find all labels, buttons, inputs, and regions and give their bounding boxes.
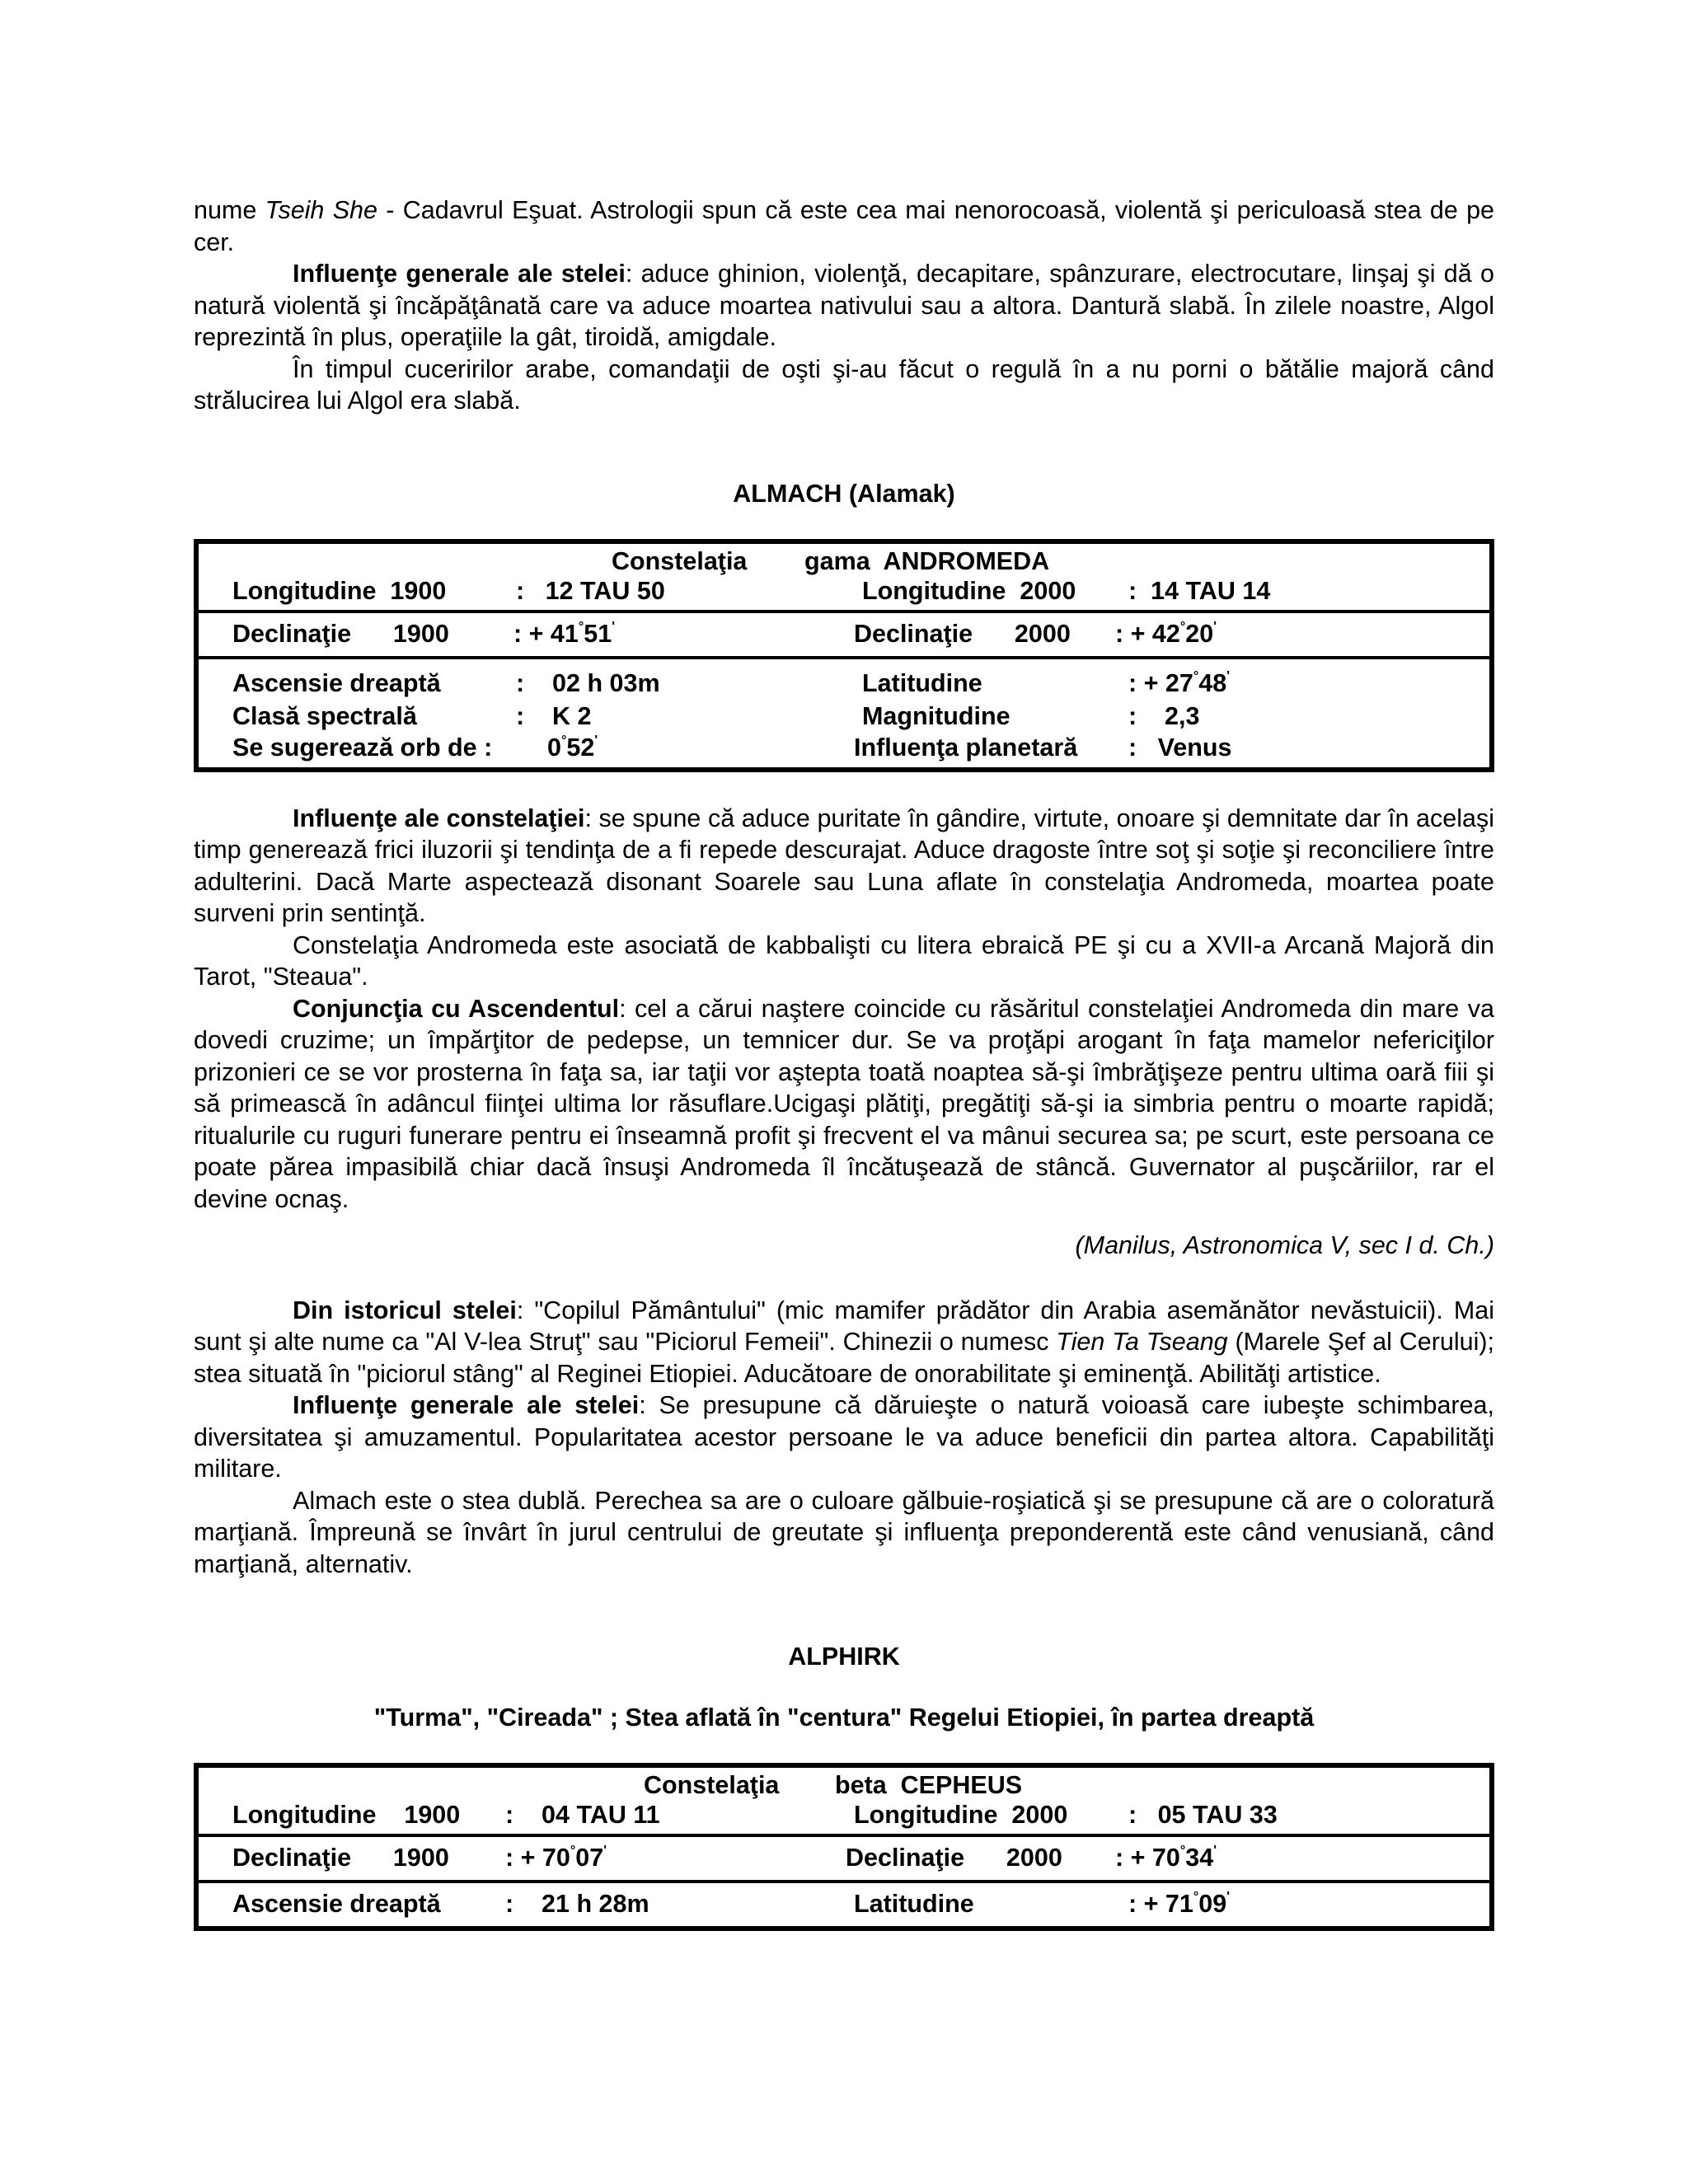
almach-table-declination (199, 610, 1489, 656)
alphirk-table-declination (199, 1834, 1489, 1880)
longitude-2000-value: : 05 TAU 33 (1128, 1801, 1278, 1829)
declination-1900-label: Declinaţie 1900 (232, 619, 449, 648)
longitude-1900-label: Longitudine 1900 (232, 1801, 461, 1829)
alphirk-data-table (194, 1763, 1494, 1931)
declination-2000-label: Declinaţie 2000 (854, 619, 1071, 648)
right-ascension-value: : 21 h 28m (505, 1890, 649, 1918)
latitude-value: : + 27°48' (1128, 668, 1230, 697)
declination-2000-label: Declinaţie 2000 (846, 1844, 1062, 1872)
alphirk-table-header (199, 1768, 1489, 1834)
constellation-value: gama ANDROMEDA (804, 546, 1050, 575)
longitude-1900-label: Longitudine 1900 (232, 576, 447, 605)
paragraph-almach-history: Din istoricul stelei: "Copilul Pământului" (mic mamifer prădător din Arabia asemănător nevăstuicii). Mai sunt şi alte nume ca "Al V-lea Struţ" sau "Piciorul Femeii". Chinezii o numesc Tien Ta Tseang (Marele Şef al Cerului); stea situată în "piciorul stâng" al Reginei Etiopiei. Aducătoare de onorabilitate şi eminenţă. Abilităţi artistice. (194, 1296, 1494, 1388)
section-title-almach: ALMACH (Alamak) (733, 479, 955, 508)
paragraph-almach-general-influences: Influenţe generale ale stelei: Se presupune că dăruieşte o natură voioasă care iubeşte schimbarea, diversitatea şi amuzamentul. Popularitatea acestor persoane le va aduce beneficii din partea altora. Capabilităţi militare. (194, 1391, 1494, 1483)
almach-data-table (194, 539, 1494, 772)
latitude-value: : + 71°09' (1128, 1890, 1230, 1918)
paragraph-algol-names: nume Tseih She - Cadavrul Eşuat. Astrologii spun că este cea mai nenorocoasă, violentă şi periculoasă stea de pe cer. (194, 196, 1495, 256)
paragraph-almach-kabbalah: Constelaţia Andromeda este asociată de kabbalişti cu litera ebraică PE şi cu a XVII-a Arcană Majoră din Tarot, "Steaua". (194, 930, 1494, 991)
magnitude-label: Magnitudine (862, 701, 1010, 730)
right-ascension-label: Ascensie dreaptă (232, 1890, 441, 1918)
suggested-orb-value: 0°52' (547, 733, 598, 762)
planetary-influence-value: : Venus (1128, 733, 1232, 762)
declination-1900-value: : + 41°51' (513, 619, 615, 648)
suggested-orb-label: Se sugerează orb de : (232, 733, 493, 762)
spectral-class-label: Clasă spectrală (232, 701, 417, 730)
declination-2000-value: : + 42°20' (1115, 619, 1217, 648)
declination-1900-label: Declinaţie 1900 (232, 1844, 449, 1872)
constellation-label: Constelaţia (644, 1771, 780, 1799)
spectral-class-value: : K 2 (516, 701, 592, 730)
quote-citation: (Manilus, Astronomica V, sec I d. Ch.) (1075, 1231, 1494, 1259)
magnitude-value: : 2,3 (1128, 701, 1200, 730)
declination-1900-value: : + 70°07' (505, 1844, 607, 1872)
declination-2000-value: : + 70°34' (1115, 1844, 1217, 1872)
almach-table-header (199, 544, 1489, 610)
section-title-alphirk: ALPHIRK (788, 1643, 900, 1671)
right-ascension-label: Ascensie dreaptă (232, 668, 441, 697)
longitude-2000-label: Longitudine 2000 (854, 1801, 1068, 1829)
planetary-influence-label: Influenţa planetară (854, 733, 1078, 762)
longitude-1900-value: : 12 TAU 50 (516, 576, 665, 605)
constellation-label: Constelaţia (612, 546, 748, 575)
longitude-1900-value: : 04 TAU 11 (505, 1801, 660, 1829)
longitude-2000-label: Longitudine 2000 (862, 576, 1076, 605)
paragraph-almach-constellation-influences: Influenţe ale constelaţiei: se spune că aduce puritate în gândire, virtute, onoare şi demnitate dar în acelaşi timp generează frici iluzorii şi tendinţa de a fi repede descurajat. Aduce dragoste între soţ şi soţie şi reconciliere între adulterini. Dacă Marte aspectează disonant Soarele sau Luna aflate în constelaţia Andromeda, moartea poate surveni prin sentinţă. (194, 804, 1494, 927)
latitude-label: Latitudine (862, 668, 982, 697)
constellation-value: beta CEPHEUS (835, 1771, 1023, 1799)
paragraph-almach-double-star: Almach este o stea dublă. Perechea sa are o culoare gălbuie-roşiatică şi se presupune că are o coloratură marţiană. Împreună se învârt în jurul centrului de greutate şi influenţa preponderentă este când venusiană, când marţiană, alternativ. (194, 1486, 1494, 1578)
document-page (194, 194, 1494, 1931)
longitude-2000-value: : 14 TAU 14 (1128, 576, 1271, 605)
right-ascension-value: : 02 h 03m (516, 668, 660, 697)
paragraph-algol-influences: Influenţe generale ale stelei: aduce ghinion, violenţă, decapitare, spânzurare, electrocutare, linşaj şi dă o natură violentă şi încăpăţânată care va aduce moartea nativului sau a altora. Dantură slabă. În zilele noastre, Algol reprezintă în plus, operaţiile la gât, tiroidă, amigdale. (194, 260, 1494, 351)
paragraph-algol-history: În timpul cuceririlor arabe, comandaţii de oşti şi-au făcut o regulă în a nu porni o bătălie majoră când strălucirea lui Algol era slabă. (194, 354, 1494, 415)
section-subtitle-alphirk: "Turma", "Cireada" ; Stea aflată în "centura" Regelui Etiopiei, în partea dreaptă (373, 1704, 1315, 1732)
almach-table-details (199, 656, 1489, 767)
latitude-label: Latitudine (854, 1890, 974, 1918)
alphirk-table-details (199, 1880, 1489, 1926)
paragraph-almach-ascendant: Conjuncţia cu Ascendentul: cel a cărui naştere coincide cu răsăritul constelaţiei Andromeda din mare va dovedi cruzime; un împărţitor de pedepse, un temnicer dur. Se va proţăpi arogant în faţa mamelor nefericiţilor prizonieri ce se vor prosterna în faţa sa, iar taţii vor aştepta toată noaptea să-şi îmbrăţişeze pentru ultima oară fiii şi să primească în adâncul fiinţei ultima lor răsuflare.Ucigaşi plătiţi, pregătiţi să-şi ia simbria pentru o moarte rapidă; ritualurile cu ruguri funerare pentru ei înseamnă profit şi frecvent el va mânui securea sa; pe scurt, este persoana ce poate părea impasibilă chiar dacă însuşi Andromeda îl încătuşează de stâncă. Guvernator al puşcăriilor, rar el devine ocnaş. (194, 994, 1494, 1213)
